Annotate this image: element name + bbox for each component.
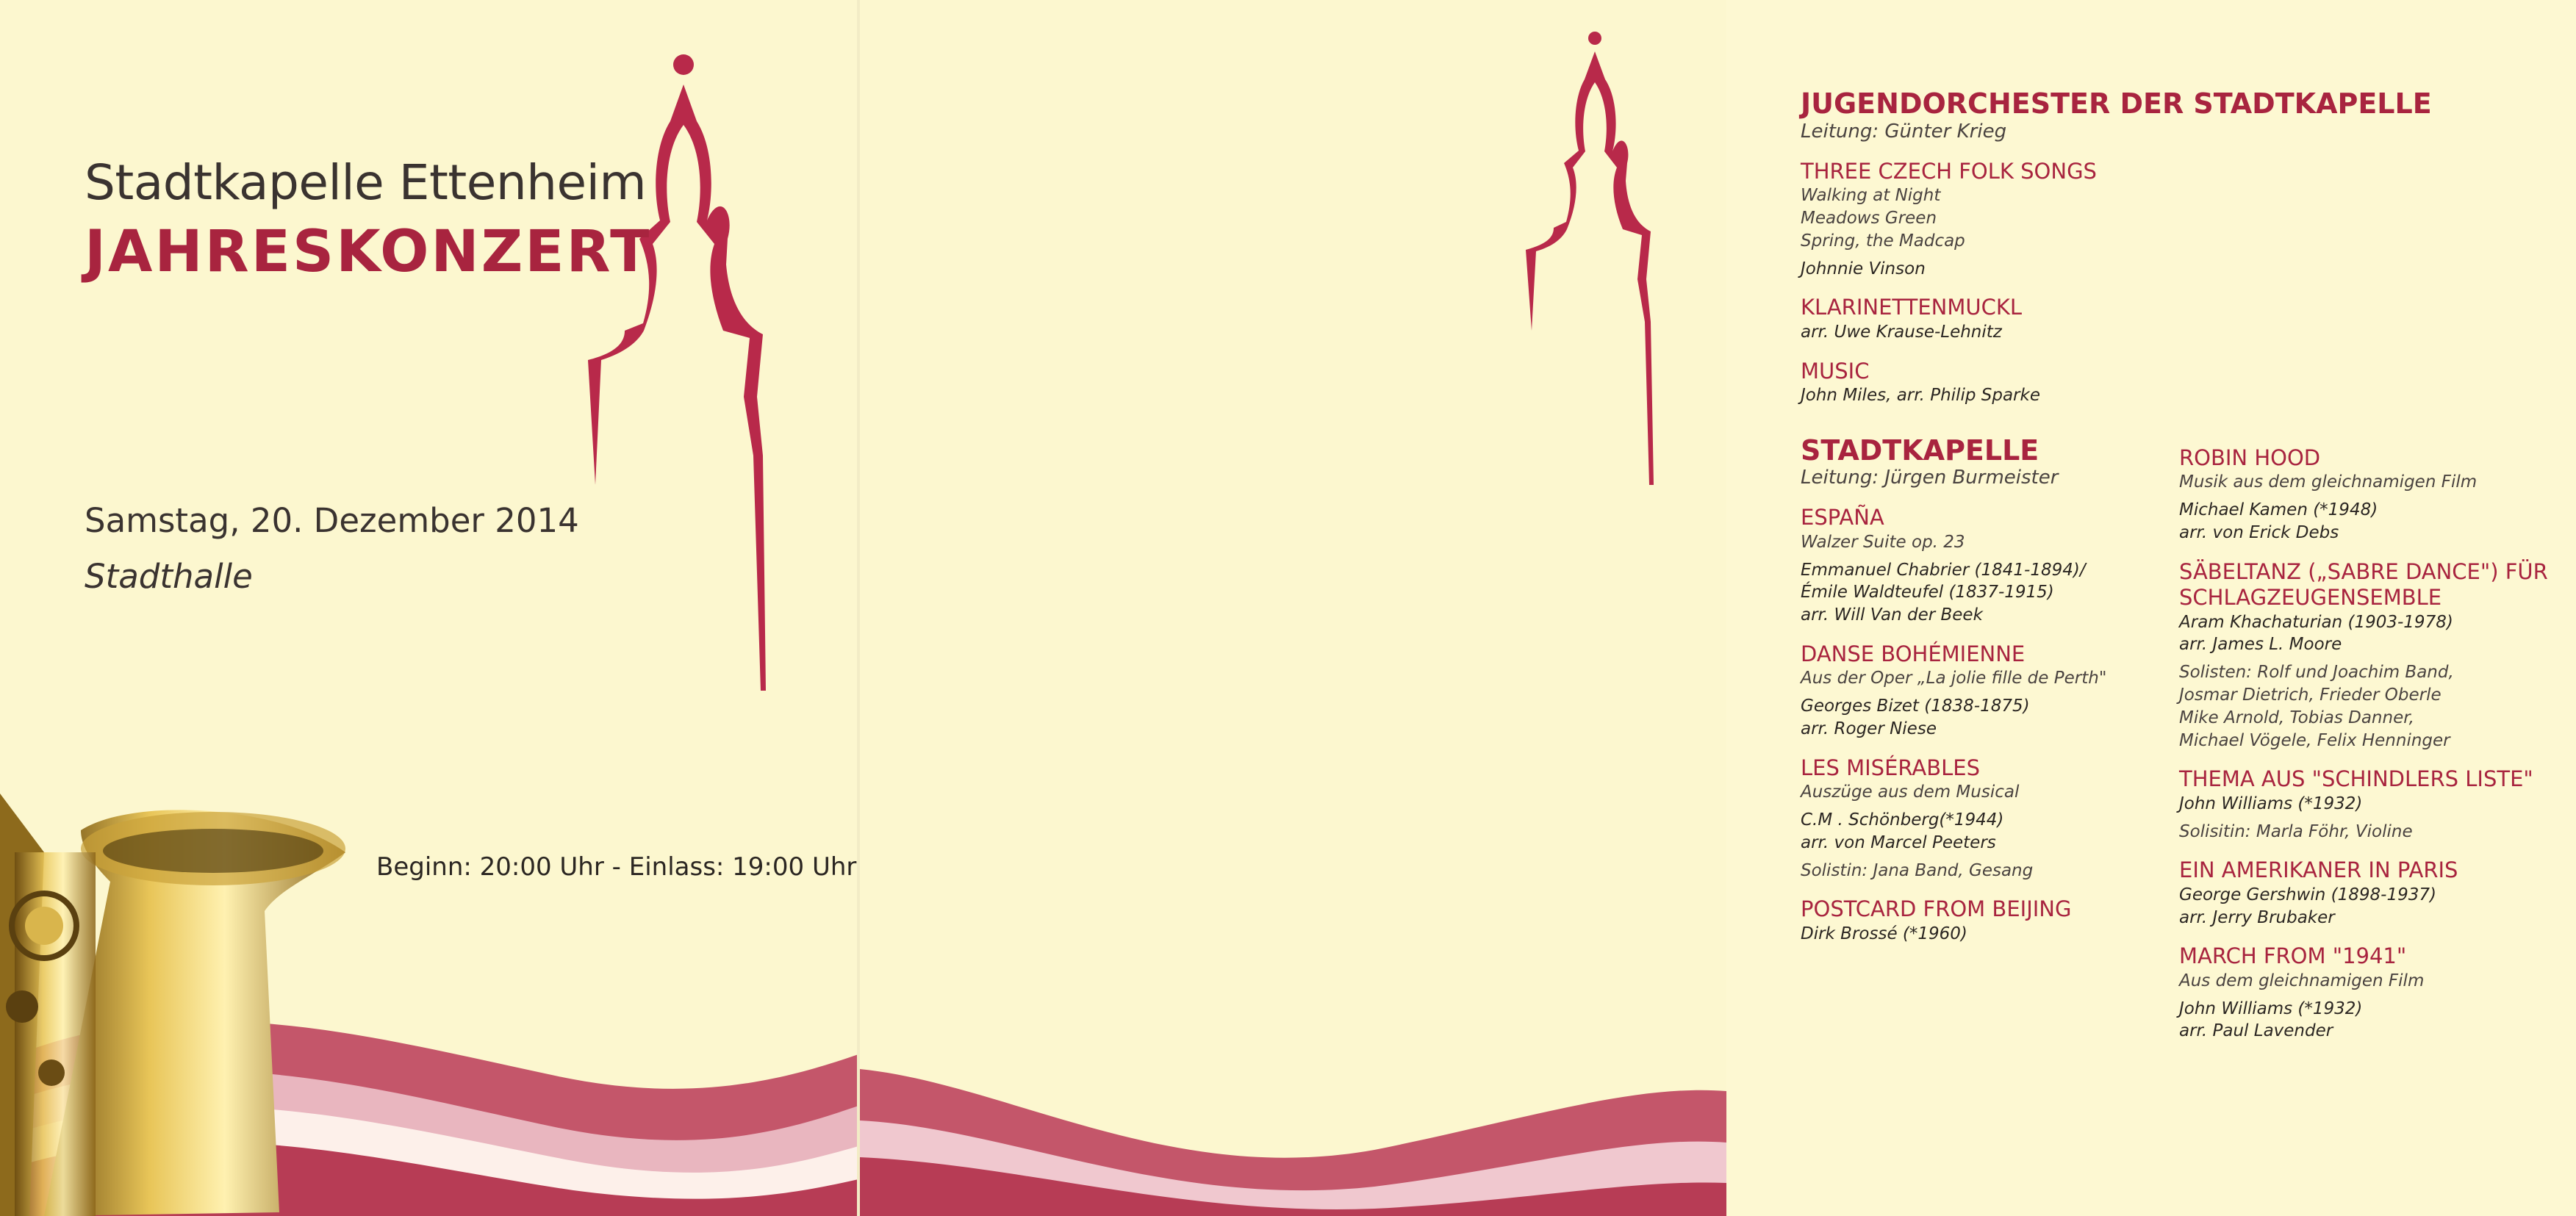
piece-detail-line: arr. Will Van der Beek [1801,605,1983,625]
piece-title: EIN AMERIKANER IN PARIS [2179,857,2458,883]
piece-detail-line: arr. James L. Moore [2179,635,2342,655]
section-conductor-youth: Leitung: Günter Krieg [1801,120,2007,143]
piece-detail-line: arr. Uwe Krause-Lehnitz [1801,322,2002,342]
program-piece [2179,943,2576,1043]
piece-detail-line: arr. von Erick Debs [2179,523,2339,542]
piece-detail-line: arr. von Marcel Peeters [1801,832,1996,852]
piece-detail-line: Walzer Suite op. 23 [1801,532,1965,552]
section-heading-youth: JUGENDORCHESTER DER STADTKAPELLE [1801,87,2432,120]
piece-detail-line: Josmar Dietrich, Frieder Oberle [2179,686,2442,705]
piece-title: THEMA AUS "SCHINDLERS LISTE" [2179,766,2533,792]
piece-list-col2 [2179,445,2576,1043]
piece-title: MUSIC [1801,358,1870,384]
piece-detail-line: Michael Vögele, Felix Henninger [2179,730,2450,750]
piece-list-main [1801,505,2168,945]
piece-detail-line: Aram Khachaturian (1903-1978) [2179,612,2453,632]
piece-detail-line: arr. Roger Niese [1801,719,1937,738]
program-piece [2179,445,2576,544]
concert-venue: Stadthalle [85,557,253,596]
piece-list-youth [1801,159,2168,407]
church-spire-icon [573,51,794,698]
program-piece [1801,896,2168,945]
piece-detail-line: Solistin: Jana Band, Gesang [1801,860,2034,880]
piece-detail-line: John Williams (*1932) [2179,794,2363,813]
piece-detail-line: Solisten: Rolf und Joachim Band, [2179,663,2454,683]
program-piece [1801,755,2168,882]
piece-detail-line: Georges Bizet (1838-1875) [1801,697,2030,716]
cover-panel [0,0,858,1216]
piece-detail-line: Solisitin: Marla Föhr, Violine [2179,821,2413,841]
piece-detail-line: Walking at Night [1801,186,1941,206]
section-conductor-main: Leitung: Jürgen Burmeister [1801,467,2059,489]
piece-detail-line: John Williams (*1932) [2179,999,2363,1018]
piece-detail-line: John Miles, arr. Philip Sparke [1801,385,2040,405]
piece-detail-line: Mike Arnold, Tobias Danner, [2179,708,2414,727]
program-panel [860,0,2548,1216]
section-heading-main: STADTKAPELLE [1801,433,2039,467]
wave-ribbon-right [860,1040,1726,1216]
piece-title: THREE CZECH FOLK SONGS [1801,158,2097,184]
piece-detail-line: arr. Jerry Brubaker [2179,907,2335,927]
piece-detail-line: Emmanuel Chabrier (1841-1894)/ [1801,560,2086,580]
piece-detail-line: Aus der Oper „La jolie fille de Perth" [1801,669,2107,688]
piece-detail-line: Aus dem gleichnamigen Film [2179,971,2425,990]
program-column-2 [2179,445,2576,1057]
piece-title: POSTCARD FROM BEIJING [1801,896,2072,922]
piece-detail-line: arr. Paul Lavender [2179,1021,2333,1041]
piece-detail-line: Émile Waldteufel (1837-1915) [1801,583,2054,602]
piece-detail-line: Auszüge aus dem Musical [1801,783,2020,802]
piece-detail-line: Johnnie Vinson [1801,259,1926,278]
program-piece [1801,295,2168,343]
concert-times: Beginn: 20:00 Uhr - Einlass: 19:00 Uhr [376,852,857,882]
piece-detail-line: Michael Kamen (*1948) [2179,500,2378,520]
program-piece [2179,559,2576,752]
piece-detail-line: C.M . Schönberg(*1944) [1801,810,2004,830]
program-piece [2179,857,2576,929]
title-concert: JAHRESKONZERT [85,219,652,285]
program-piece [1801,359,2168,407]
piece-title: LES MISÉRABLES [1801,755,1981,780]
piece-detail-line: Musik aus dem gleichnamigen Film [2179,472,2478,492]
piece-title: ROBIN HOOD [2179,445,2321,470]
piece-title: ESPAÑA [1801,505,1884,530]
piece-detail-line: George Gershwin (1898-1937) [2179,885,2436,904]
concert-date: Samstag, 20. Dezember 2014 [85,501,579,540]
program-piece [1801,641,2168,741]
program-piece [1801,505,2168,627]
piece-detail-line: Meadows Green [1801,208,1937,228]
title-ensemble: Stadtkapelle Ettenheim [85,154,647,211]
piece-title: SÄBELTANZ („SABRE DANCE") FÜR SCHLAGZEUGENSEMBLE [2179,558,2548,611]
piece-detail-line: Dirk Brossé (*1960) [1801,924,1967,943]
piece-title: KLARINETTENMUCKL [1801,295,2023,320]
church-spire-icon [1514,29,1676,492]
program-piece [1801,159,2168,281]
saxophone-icon [0,764,353,1216]
piece-title: DANSE BOHÉMIENNE [1801,641,2026,666]
piece-title: MARCH FROM "1941" [2179,943,2407,969]
piece-detail-line: Spring, the Madcap [1801,231,1965,251]
program-piece [2179,766,2576,843]
